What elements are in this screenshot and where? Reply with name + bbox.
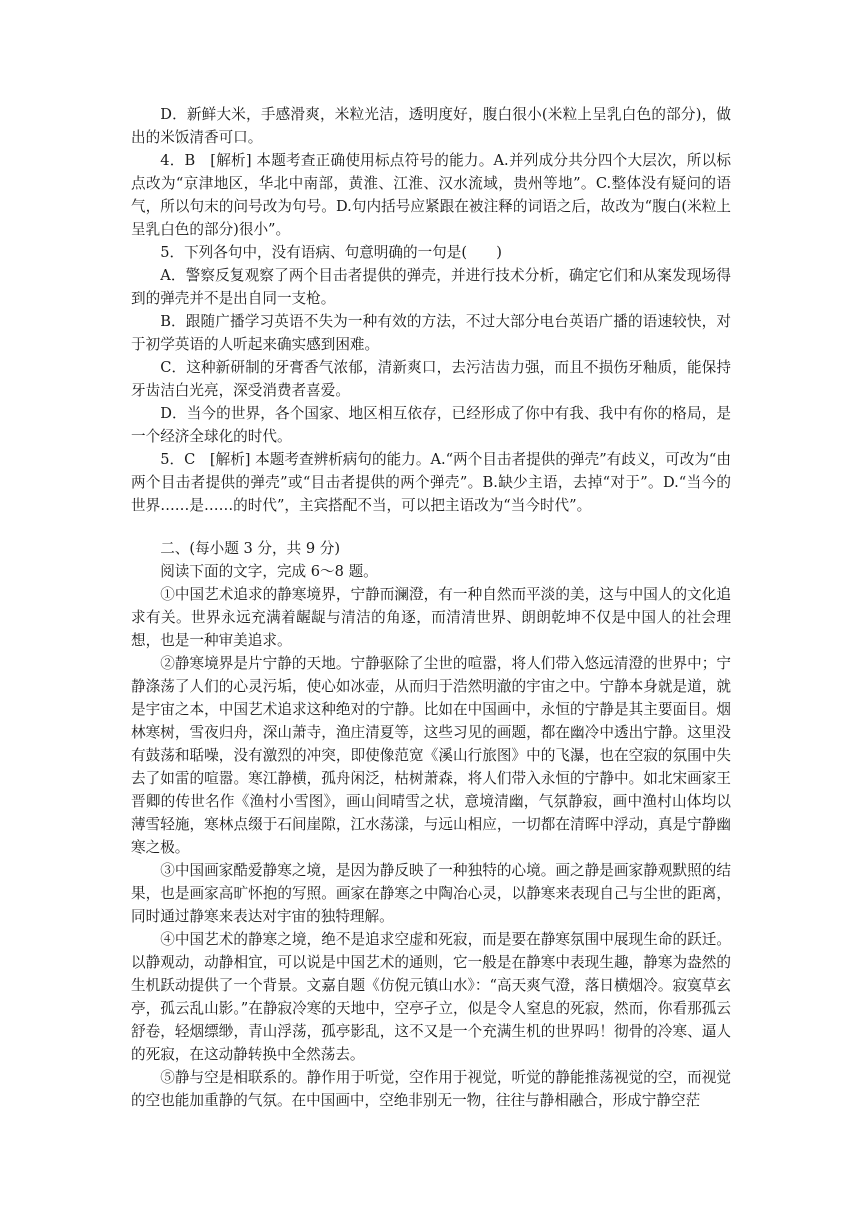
section-spacer <box>131 517 731 537</box>
passage-paragraph-1: ①中国艺术追求的静寒境界，宁静而澜澄，有一种自然而平淡的美，这与中国人的文化追求有关。世界永远充满着龌龊与清洁的角逐，而清清世界、朗朗乾坤不仅是中国人的社会理想，也是一种审美追求。 <box>131 586 731 649</box>
reading-instruction: 阅读下面的文字，完成 6～8 题。 <box>160 563 378 580</box>
option-d-paragraph: D．新鲜大米，手感滑爽，米粒光洁，透明度好，腹白很小(米粒上呈乳白色的部分)，做出的米饭清香可口。 <box>131 106 731 146</box>
section-heading: 二、(每小题 3 分，共 9 分) <box>160 540 341 557</box>
question-5-option-b: B．跟随广播学习英语不失为一种有效的方法，不过大部分电台英语广播的语速较快，对于初学英语的人听起来确实感到困难。 <box>131 313 731 353</box>
question-5-option-d: D．当今的世界，各个国家、地区相互依存，已经形成了你中有我、我中有你的格局，是一个经济全球化的时代。 <box>131 405 731 445</box>
passage-paragraph-4: ④中国艺术的静寒之境，绝不是追求空虚和死寂，而是要在静寒氛围中展现生命的跃迁。以静观动，动静相宜，可以说是中国艺术的通则，它一般是在静寒中表现生趣，静寒为盎然的生机跃动提供了一个背景。文嘉自题《仿倪元镇山水》：“高天爽气澄，落日横烟冷。寂寞草玄亭，孤云乱山影。”在静寂冷寒的天地中，空亭孑立，似是令人窒息的死寂，然而，你看那孤云舒卷，轻烟缥缈，青山浮荡，孤亭影乱，这不又是一个充满生机的世界吗！彻骨的冷寒、逼人的死寂，在这动静转换中全然荡去。 <box>131 931 731 1063</box>
question-5-stem: 5．下列各句中，没有语病、句意明确的一句是( ) <box>160 244 502 261</box>
passage-paragraph-3: ③中国画家酷爱静寒之境，是因为静反映了一种独特的心境。画之静是画家静观默照的结果，也是画家高旷怀抱的写照。画家在静寒之中陶冶心灵，以静寒来表现自己与尘世的距离，同时通过静寒来表达对宇宙的独特理解。 <box>131 862 731 925</box>
passage-paragraph-2: ②静寒境界是片宁静的天地。宁静驱除了尘世的喧嚣，将人们带入悠远清澄的世界中；宁静涤荡了人们的心灵污垢，使心如冰壶，从而归于浩然明澈的宇宙之中。宁静本身就是道，就是宇宙之本，中国艺术追求这种绝对的宁静。比如在中国画中，永恒的宁静是其主要面目。烟林寒树，雪夜归舟，深山萧寺，渔庄清夏等，这些习见的画题，都在幽冷中透出宁静。这里没有鼓荡和聒噪，没有激烈的冲突，即使像范宽《溪山行旅图》中的飞瀑，也在空寂的氛围中失去了如雷的喧嚣。寒江静横，孤舟闲泛，枯树萧森，将人们带入永恒的宁静中。如北宋画家王晋卿的传世名作《渔村小雪图》，画山间晴雪之状，意境清幽，气氛静寂，画中渔村山体均以薄雪轻施，寒林点缀于石间崖隙，江水荡漾，与远山相应，一切都在清晖中浮动，真是宁静幽寒之极。 <box>131 655 731 856</box>
document-page <box>131 103 731 1112</box>
answer-4-explanation: 4．B [解析] 本题考查正确使用标点符号的能力。A.并列成分共分四个大层次，所以标点改为“京津地区，华北中南部，黄淮、江淮、汉水流域，贵州等地”。C.整体没有疑问的语气，所以句末的问号改为句号。D.句内括号应紧跟在被注释的词语之后，故改为“腹白(米粒上呈乳白色的部分)很小”。 <box>131 152 731 238</box>
passage-paragraph-5: ⑤静与空是相联系的。静作用于听觉，空作用于视觉，听觉的静能推荡视觉的空，而视觉的空也能加重静的气氛。在中国画中，空绝非别无一物，往往与静相融合，形成宁静空茫 <box>131 1069 731 1109</box>
question-5-option-a: A．警察反复观察了两个目击者提供的弹壳，并进行技术分析，确定它们和从案发现场得到的弹壳并不是出自同一支枪。 <box>131 267 731 307</box>
question-5-option-c: C．这种新研制的牙膏香气浓郁，清新爽口，去污洁齿力强，而且不损伤牙釉质，能保持牙齿洁白光亮，深受消费者喜爱。 <box>131 359 731 399</box>
answer-5-explanation: 5．C [解析] 本题考查辨析病句的能力。A.“两个目击者提供的弹壳”有歧义，可改为“由两个目击者提供的弹壳”或“目击者提供的两个弹壳”。B.缺少主语，去掉“对于”。D.“当今的世界……是……的时代”，主宾搭配不当，可以把主语改为“当今时代”。 <box>131 451 731 514</box>
